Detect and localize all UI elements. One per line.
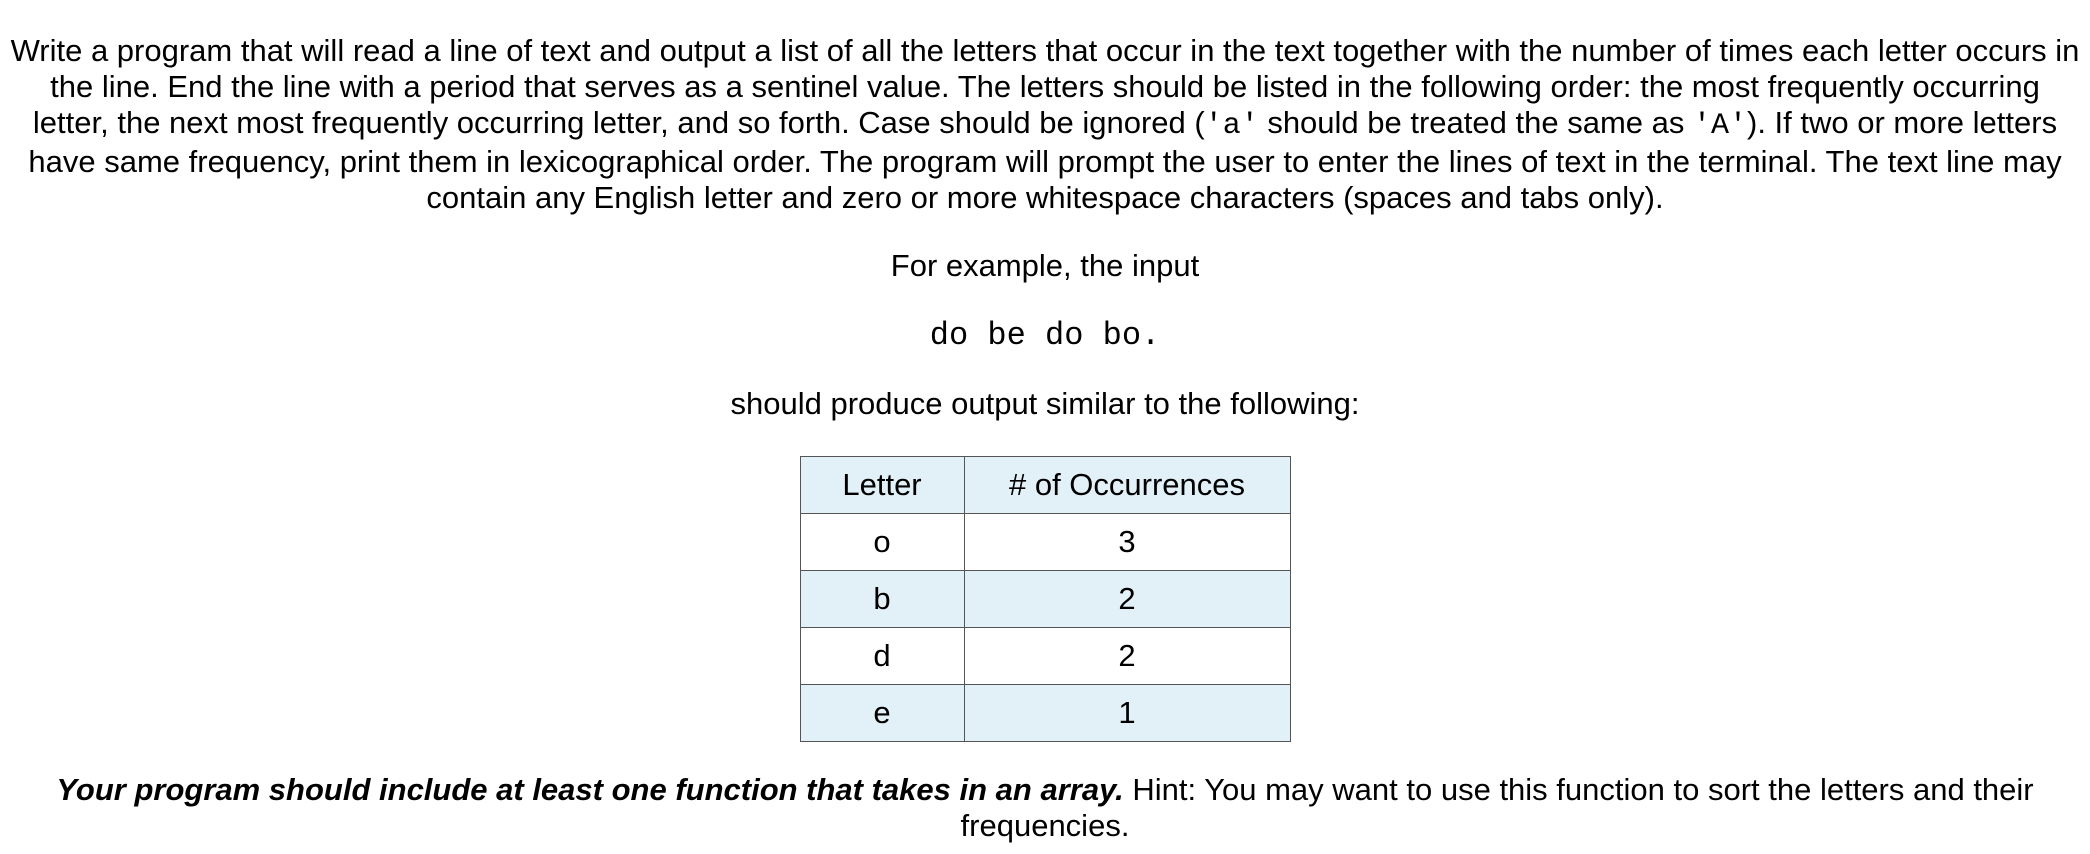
code-uppercase-a: 'A' (1692, 109, 1747, 143)
table-row (800, 628, 1290, 685)
header-letter: Letter (800, 457, 964, 514)
cell-count: 1 (964, 685, 1290, 742)
example-label: For example, the input (890, 248, 1200, 283)
table-row (800, 685, 1290, 742)
outro-hint: Hint: You may want to use this function to sort the letters and their frequencies. (960, 772, 2034, 843)
table-row (800, 514, 1290, 571)
outro-emphasis: Your program should include at least one function that takes in an array. (56, 772, 1124, 807)
cell-letter: b (800, 571, 964, 628)
table-row (800, 571, 1290, 628)
example-input-code: do be do bo. (929, 317, 1161, 354)
intro-text-3: ). If two or more letters have same frequency, print them in lexicographical order. The program will prompt the user to enter the lines of text in the terminal. The text line may contain any English letter and zero or more whitespace characters (spaces and tabs only). (28, 105, 2062, 215)
table-header-row (800, 457, 1290, 514)
header-occurrences: # of Occurrences (964, 457, 1290, 514)
output-label: should produce output similar to the following: (730, 386, 1360, 421)
intro-text-1: Write a program that will read a line of text and output a list of all the letters that occur in the text together with the number of times each letter occurs in the line. End the line with a period that serves as a sentinel value. The letters should be listed in the following order: the most frequently occurring letter, the next most frequently occurring letter, and so forth. Case should be ignored ( (10, 33, 2080, 140)
outro-paragraph (0, 772, 2090, 844)
code-lowercase-a: 'a' (1204, 109, 1259, 143)
occurrences-table (800, 456, 1291, 742)
cell-letter: d (800, 628, 964, 685)
cell-count: 2 (964, 628, 1290, 685)
cell-letter: e (800, 685, 964, 742)
intro-paragraph (0, 0, 2090, 216)
cell-letter: o (800, 514, 964, 571)
cell-count: 2 (964, 571, 1290, 628)
cell-count: 3 (964, 514, 1290, 571)
intro-text-2: should be treated the same as (1258, 105, 1693, 140)
